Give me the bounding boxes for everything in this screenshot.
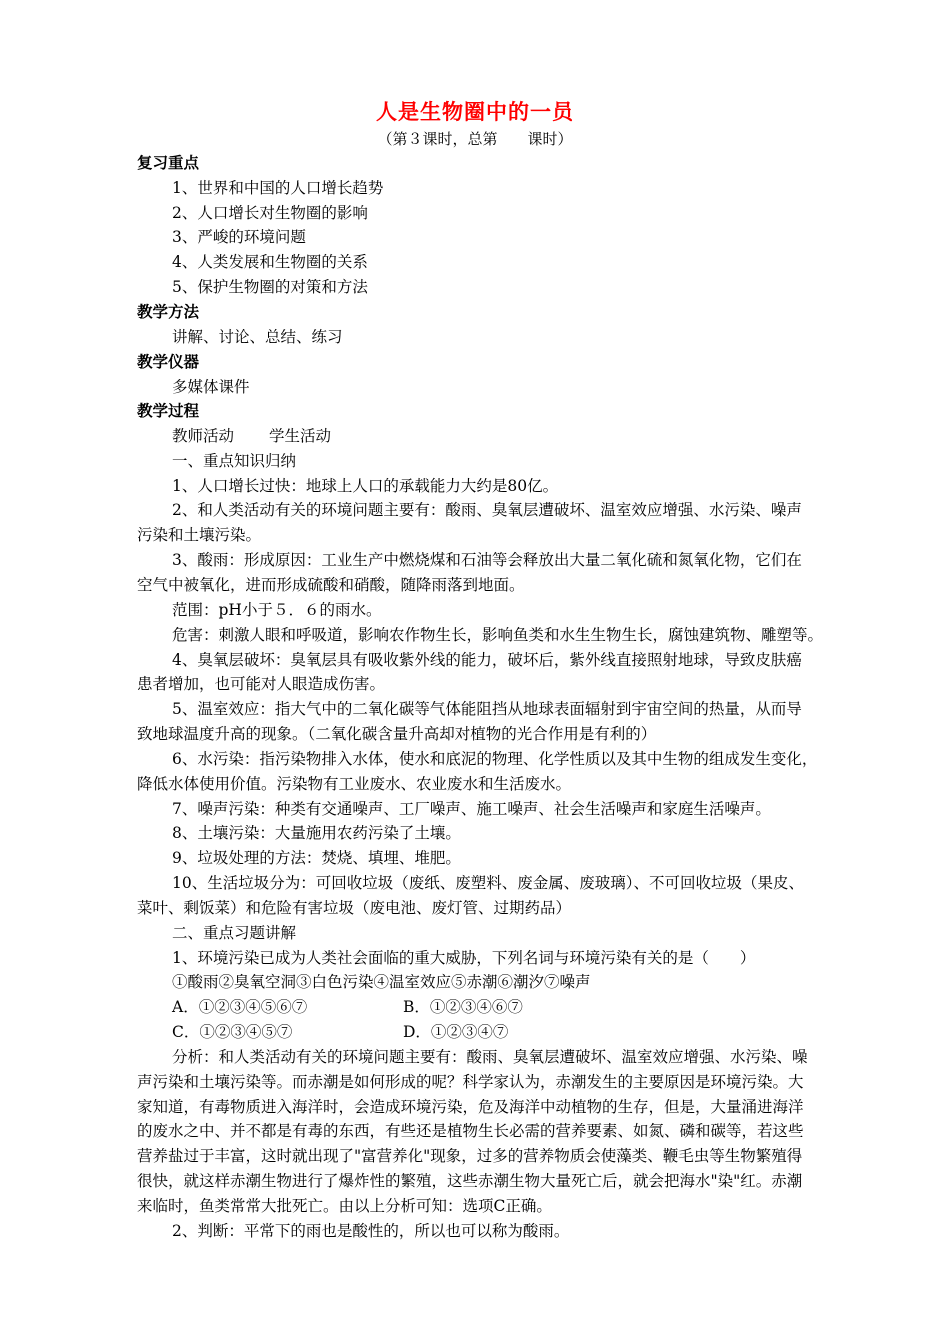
review-item: 5、保护生物圈的对策和方法 (172, 278, 368, 296)
analysis-line: 声污染和土壤污染等。而赤潮是如何形成的呢？科学家认为，赤潮发生的主要原因是环境污染。大 (137, 1073, 804, 1091)
body-line: 9、垃圾处理的方法：焚烧、填埋、堆肥。 (172, 849, 461, 867)
body-line: 10、生活垃圾分为：可回收垃圾（废纸、废塑料、废金属、废玻璃）、不可回收垃圾（果皮、 (172, 874, 804, 892)
body-line: 范围：pH小于５．６的雨水。 (172, 601, 382, 619)
option-c: C．①②③④⑤⑦ (172, 1023, 293, 1041)
body-line: 二、重点习题讲解 (172, 924, 297, 942)
review-item: 4、人类发展和生物圈的关系 (172, 253, 368, 271)
body-line: ①酸雨②臭氧空洞③白色污染④温室效应⑤赤潮⑥潮汐⑦噪声 (172, 973, 591, 991)
analysis-line: 很快，就这样赤潮生物进行了爆炸性的繁殖，这些赤潮生物大量死亡后，就会把海水"染"红。赤潮 (137, 1172, 803, 1190)
analysis-line: 的废水之中、并不都是有毒的东西，有些还是植物生长必需的营养要素、如氮、磷和碳等，若这些 (137, 1122, 804, 1140)
review-item: 1、世界和中国的人口增长趋势 (172, 179, 384, 197)
body-line: 危害：刺激人眼和呼吸道，影响农作物生长，影响鱼类和水生生物生长，腐蚀建筑物、雕塑等。 (172, 626, 824, 644)
body-line: 3、酸雨：形成原因：工业生产中燃烧煤和石油等会释放出大量二氧化硫和氮氧化物，它们在 (172, 551, 802, 569)
body-line: 致地球温度升高的现象。（二氧化碳含量升高却对植物的光合作用是有利的） (137, 725, 657, 743)
analysis-line: 分析：和人类活动有关的环境问题主要有：酸雨、臭氧层遭破坏、温室效应增强、水污染、噪 (172, 1048, 808, 1066)
instrument-heading: 教学仪器 (137, 353, 200, 371)
body-line: 1、人口增长过快：地球上人口的承载能力大约是80亿。 (172, 477, 559, 495)
analysis-line: 2、判断：平常下的雨也是酸性的，所以也可以称为酸雨。 (172, 1222, 570, 1240)
analysis-line: 营养盐过于丰富，这时就出现了"富营养化"现象，过多的营养物质会使藻类、鞭毛虫等生物繁殖得 (137, 1147, 803, 1165)
body-line: 2、和人类活动有关的环境问题主要有：酸雨、臭氧层遭破坏、温室效应增强、水污染、噪声 (172, 501, 802, 519)
page-title: 人是生物圈中的一员 (376, 100, 574, 124)
activity-student-label: 学生活动 (269, 427, 332, 445)
analysis-line: 家知道，有毒物质进入海洋时，会造成环境污染，危及海洋中动植物的生存，但是，大量涌进海洋 (137, 1098, 804, 1116)
body-line: 7、噪声污染：种类有交通噪声、工厂噪声、施工噪声、社会生活噪声和家庭生活噪声。 (172, 800, 771, 818)
body-line: 一、重点知识归纳 (172, 452, 297, 470)
option-b: B．①②③④⑥⑦ (403, 998, 523, 1016)
process-heading: 教学过程 (137, 402, 200, 420)
body-line: 4、臭氧层破坏：臭氧层具有吸收紫外线的能力，破坏后，紫外线直接照射地球，导致皮肤癌 (172, 651, 802, 669)
instrument-text: 多媒体课件 (172, 378, 250, 396)
method-heading: 教学方法 (137, 303, 200, 321)
analysis-line: 来临时，鱼类常常大批死亡。由以上分析可知：选项C正确。 (137, 1197, 552, 1215)
review-heading: 复习重点 (137, 154, 200, 172)
body-line: 8、土壤污染：大量施用农药污染了土壤。 (172, 824, 461, 842)
body-line: 降低水体使用价值。污染物有工业废水、农业废水和生活废水。 (137, 775, 572, 793)
body-line: 1、环境污染已成为人类社会面临的重大威胁，下列名词与环境污染有关的是（ ） (172, 949, 756, 967)
review-item: 3、严峻的环境问题 (172, 228, 306, 246)
body-line: 菜叶、剩饭菜）和危险有害垃圾（废电池、废灯管、过期药品） (137, 899, 572, 917)
body-line: 5、温室效应：指大气中的二氧化碳等气体能阻挡从地球表面辐射到宇宙空间的热量，从而导 (172, 700, 802, 718)
body-line: 患者增加，也可能对人眼造成伤害。 (137, 675, 386, 693)
body-line: 6、水污染：指污染物排入水体，使水和底泥的物理、化学性质以及其中生物的组成发生变化， (172, 750, 818, 768)
option-d: D．①②③④⑦ (403, 1023, 509, 1041)
option-a: A．①②③④⑤⑥⑦ (172, 998, 308, 1016)
review-item: 2、人口增长对生物圈的影响 (172, 204, 368, 222)
body-line: 污染和土壤污染。 (137, 526, 262, 544)
page-subtitle: （第３课时，总第 课时） (377, 130, 573, 148)
method-text: 讲解、讨论、总结、练习 (172, 328, 343, 346)
activity-teacher-label: 教师活动 (172, 427, 235, 445)
body-line: 空气中被氧化，进而形成硫酸和硝酸，随降雨落到地面。 (137, 576, 525, 594)
